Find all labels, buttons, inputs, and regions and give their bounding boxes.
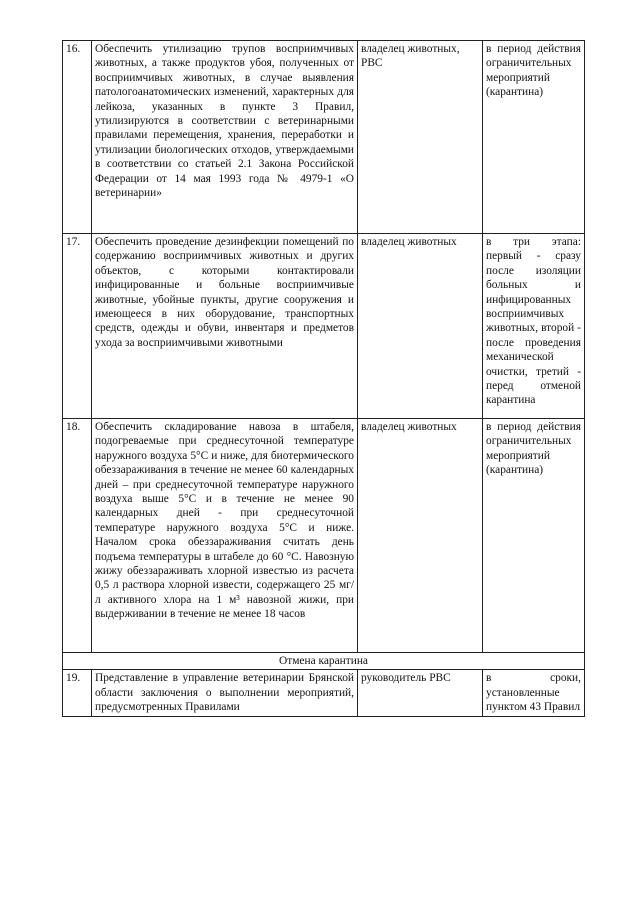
term-cell: в сроки, установленные пунктом 43 Правил [483, 670, 585, 716]
responsible-cell: владелец животных [358, 234, 483, 419]
responsible-cell: владелец животных, РВС [358, 41, 483, 234]
table-row [63, 234, 585, 419]
action-cell: Обеспечить утилизацию трупов восприимчивых животных, а также продуктов убоя, полученных от восприимчивых животных, в случае выявления патологоанатомических изменений, характерных для лейкоза, указанных в пункте 3 Правил, утилизируются в соответствии с ветеринарными правилами перемещения, хранения, переработки и утилизации биологических отходов, утверждаемыми в соответствии со статьей 2.1 Закона Российской Федерации от 14 мая 1993 года № 4979-1 «О ветеринарии» [92, 41, 358, 234]
action-cell: Обеспечить складирование навоза в штабеля, подогреваемые при среднесуточной температуре наружного воздуха 5°С и ниже, для биотермического обеззараживания в течение не менее 60 календарных дней – при среднесуточной температуре наружного воздуха выше 5°С и в течение не менее 90 календарных дней - при среднесуточной температуре наружного воздуха 5°С и ниже. Началом срока обеззараживания считать день подъема температуры в штабеле до 60 °С. Навозную жижу обеззараживать хлорной известью из расчета 0,5 л раствора хлорной извести, содержащего 25 мг/л активного хлора на 1 м³ навозной жижи, при выдерживании в течение не менее 18 часов [92, 419, 358, 653]
row-number: 19. [63, 670, 92, 716]
term-cell: в период действия ограничительных мероприятий (карантина) [483, 419, 585, 653]
term-cell: в три этапа: первый - сразу после изоляции больных и инфицированных восприимчивых животных, второй - после проведения механической очистки, третий - перед отменой карантина [483, 234, 585, 419]
row-number: 16. [63, 41, 92, 234]
section-row [63, 653, 585, 670]
row-number: 18. [63, 419, 92, 653]
measures-table [62, 40, 585, 717]
table-row [63, 670, 585, 716]
table-row [63, 419, 585, 653]
section-title: Отмена карантина [63, 653, 585, 670]
responsible-cell: руководитель РВС [358, 670, 483, 716]
responsible-cell: владелец животных [358, 419, 483, 653]
action-cell: Обеспечить проведение дезинфекции помещений по содержанию восприимчивых животных и других объектов, с которыми контактировали инфицированные и больные восприимчивые животные, убойные пункты, другие сооружения и имеющееся в них оборудование, транспортных средств, одежды и обуви, инвентаря и предметов ухода за восприимчивыми животными [92, 234, 358, 419]
action-cell: Представление в управление ветеринарии Брянской области заключения о выполнении мероприятий, предусмотренных Правилами [92, 670, 358, 716]
row-number: 17. [63, 234, 92, 419]
table-row [63, 41, 585, 234]
term-cell: в период действия ограничительных мероприятий (карантина) [483, 41, 585, 234]
